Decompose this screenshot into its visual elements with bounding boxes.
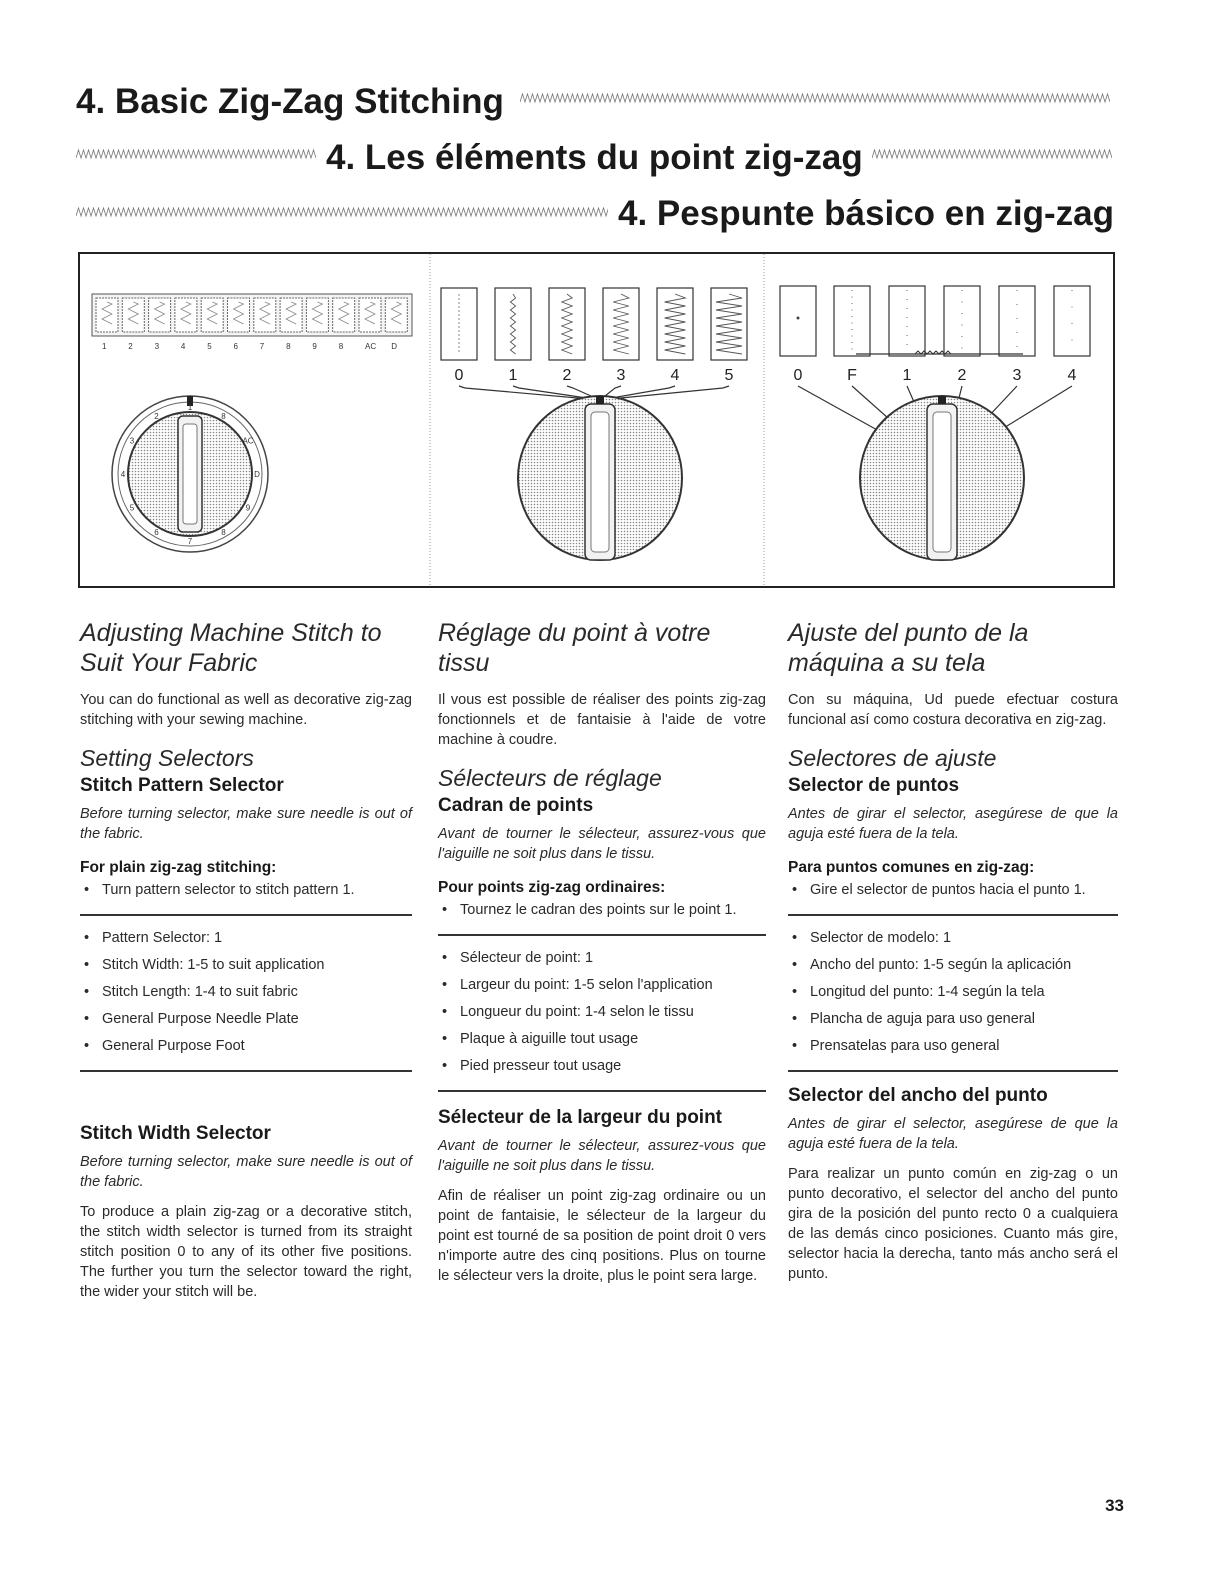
title-fr: 4. Les éléments du point zig-zag [326, 138, 863, 177]
stitch-width-dial [518, 396, 682, 560]
pattern-label: 8 [286, 342, 291, 351]
settings-list [788, 928, 1118, 1056]
selector-title: Selector de puntos [788, 775, 960, 796]
settings-list [80, 928, 412, 1056]
dial-label: 6 [154, 528, 159, 538]
list-item: • Largeur du point: 1-5 selon l'application [438, 975, 766, 995]
list-item: • Longueur du point: 1-4 selon le tissu [438, 1002, 766, 1022]
pattern-label: 5 [207, 342, 212, 351]
pattern-label: 7 [259, 342, 265, 351]
pattern-label: 6 [233, 342, 238, 351]
list-item: • Longitud del punto: 1-4 según la tela [788, 982, 1118, 1002]
pattern-label: 9 [312, 342, 317, 351]
section-heading: Adjusting Machine Stitch to Suit Your Fabric [80, 619, 382, 677]
length-label: 4 [1067, 367, 1077, 384]
pattern-label: 1 [102, 342, 107, 351]
intro-text: Il vous est possible de réaliser des points zig-zag fonctionnels et de fantaisie à l'aide de votre machine à coudre. [438, 692, 766, 748]
list-item: • Prensatelas para uso general [788, 1036, 1118, 1056]
page-number: 33 [1105, 1496, 1124, 1515]
divider [438, 1090, 766, 1092]
width-title: Stitch Width Selector [80, 1123, 271, 1144]
column-spanish [788, 618, 1118, 1284]
list-item: • General Purpose Foot [80, 1036, 412, 1056]
width-title: Selector del ancho del punto [788, 1085, 1048, 1106]
dial-label: D [254, 470, 260, 479]
length-label: 1 [902, 367, 912, 384]
pattern-label: AC [365, 342, 377, 351]
list-item: • Plaque à aiguille tout usage [438, 1029, 766, 1049]
dial-label: AC [242, 436, 254, 446]
plain-title: Para puntos comunes en zig-zag: [788, 859, 1035, 876]
stitch-length-dial [860, 396, 1024, 560]
pattern-selector-dial [112, 396, 268, 552]
list-item: • General Purpose Needle Plate [80, 1009, 412, 1029]
zigzag-decoration [76, 146, 316, 164]
divider [80, 1070, 412, 1072]
list-item: • Turn pattern selector to stitch pattern 1. [80, 880, 412, 900]
width-text: To produce a plain zig-zag or a decorative stitch, the stitch width selector is turned from its straight stitch position 0 to any of its other five positions. The further you turn the selector toward the right, the wider your stitch will be. [80, 1204, 412, 1300]
dial-label: 8 [221, 411, 226, 421]
pattern-label: 4 [180, 342, 186, 351]
caution-text: Antes de girar el selector, asegúrese de que la aguja esté fuera de la tela. [788, 806, 1118, 842]
section-heading: Ajuste del punto de la máquina a su tela [788, 619, 1029, 677]
pattern-label: 8 [338, 342, 344, 351]
subheading: Setting Selectors [80, 745, 254, 771]
divider [788, 914, 1118, 916]
length-label: 0 [793, 367, 803, 384]
caution-text: Before turning selector, make sure needle is out of the fabric. [80, 806, 412, 842]
width-caution: Before turning selector, make sure needle is out of the fabric. [80, 1154, 412, 1190]
width-label: 5 [724, 367, 734, 384]
selector-title: Stitch Pattern Selector [80, 775, 284, 796]
length-label: F [847, 367, 857, 384]
width-text: Para realizar un punto común en zig-zag o un punto decorativo, el selector del ancho del punto gira de la posición del punto recto 0 a cualquiera de las demás cinco posiciones. Cuanto más gire, selector hacia la derecha, tanto más ancho será el punto. [788, 1166, 1118, 1282]
column-french [438, 618, 766, 1286]
dial-label: 1 [187, 403, 193, 412]
list-item: • Selector de modelo: 1 [788, 928, 1118, 948]
selector-illustration [78, 252, 1115, 588]
divider [438, 934, 766, 936]
dial-label: 9 [245, 503, 251, 513]
list-item: • Plancha de aguja para uso general [788, 1009, 1118, 1029]
column-english [80, 618, 412, 1302]
dial-label: 8 [221, 528, 226, 538]
list-item: • Pattern Selector: 1 [80, 928, 412, 948]
intro-text: You can do functional as well as decorative zig-zag stitching with your sewing machine. [80, 692, 412, 728]
dial-label: 5 [129, 503, 135, 513]
dial-label: 7 [187, 537, 193, 546]
zigzag-decoration [872, 146, 1112, 164]
caution-text: Avant de tourner le sélecteur, assurez-vous que l'aiguille ne soit plus dans le tissu. [438, 826, 766, 862]
zigzag-decoration [520, 90, 1110, 108]
divider [788, 1070, 1118, 1072]
plain-title: Pour points zig-zag ordinaires: [438, 879, 666, 896]
dial-label: 2 [154, 411, 159, 421]
width-caution: Antes de girar el selector, asegúrese de que la aguja esté fuera de la tela. [788, 1116, 1118, 1152]
intro-text: Con su máquina, Ud puede efectuar costura funcional así como costura decorativa en zig-zag. [788, 692, 1118, 728]
pattern-label: 3 [154, 342, 160, 351]
zigzag-decoration [76, 204, 608, 222]
width-label: 4 [670, 367, 680, 384]
subheading: Sélecteurs de réglage [438, 765, 662, 791]
dial-label: 4 [120, 470, 126, 479]
title-es: 4. Pespunte básico en zig-zag [618, 194, 1114, 233]
pattern-label: D [391, 342, 398, 351]
width-label: 1 [508, 367, 518, 384]
divider [80, 914, 412, 916]
width-label: 0 [454, 367, 464, 384]
list-item: • Stitch Width: 1-5 to suit application [80, 955, 412, 975]
list-item: • Ancho del punto: 1-5 según la aplicación [788, 955, 1118, 975]
section-heading: Réglage du point à votre tissu [438, 619, 711, 677]
width-label: 2 [562, 367, 572, 384]
list-item: • Stitch Length: 1-4 to suit fabric [80, 982, 412, 1002]
pattern-chart [92, 294, 412, 351]
list-item: • Pied presseur tout usage [438, 1056, 766, 1076]
length-label: 3 [1012, 367, 1022, 384]
title-en: 4. Basic Zig-Zag Stitching [76, 82, 504, 121]
subheading: Selectores de ajuste [788, 745, 997, 771]
plain-title: For plain zig-zag stitching: [80, 859, 277, 876]
dial-label: 3 [129, 436, 135, 446]
list-item: • Sélecteur de point: 1 [438, 948, 766, 968]
pattern-label: 2 [128, 342, 133, 351]
width-label: 3 [616, 367, 626, 384]
selector-title: Cadran de points [438, 795, 594, 816]
width-title: Sélecteur de la largeur du point [438, 1107, 723, 1128]
width-caution: Avant de tourner le sélecteur, assurez-vous que l'aiguille ne soit plus dans le tissu. [438, 1138, 766, 1174]
width-text: Afin de réaliser un point zig-zag ordinaire ou un point de fantaisie, le sélecteur de la largeur du point est tourné de sa position de point droit 0 vers n'importe autre des cinq positions. Plus on tourne le sélecteur vers la droite, plus le point sera large. [438, 1188, 766, 1284]
list-item: • Gire el selector de puntos hacia el punto 1. [788, 880, 1118, 900]
length-label: 2 [957, 367, 967, 384]
stitch-width-chart [441, 288, 747, 400]
settings-list [438, 948, 766, 1076]
list-item: • Tournez le cadran des points sur le point 1. [438, 900, 766, 920]
